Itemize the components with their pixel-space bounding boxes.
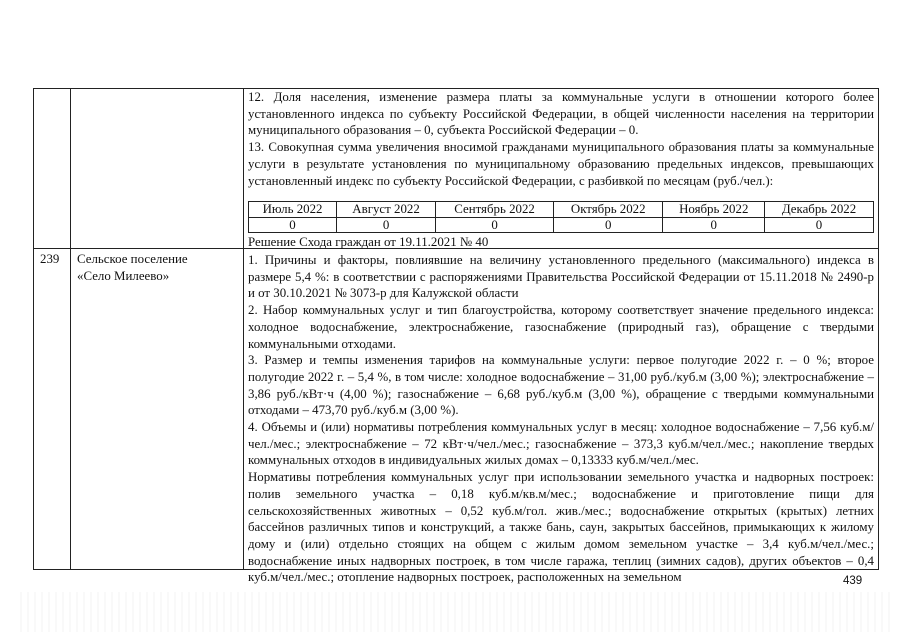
paragraph-13: 13. Совокупная сумма увеличения вносимой гражданами муниципального образования платы за коммунальные услуги в результате установления по муниципальному образованию предельных индексов, превышающих установленный индекс по субъекту Российской Федерации, с разбивкой по месяцам (руб./чел.): xyxy=(248,140,874,188)
month-header: Сентябрь 2022 xyxy=(436,202,554,218)
months-table xyxy=(248,201,874,233)
month-header: Август 2022 xyxy=(337,202,436,218)
settlement-name xyxy=(77,251,237,284)
month-value: 0 xyxy=(249,217,337,233)
row-number: 239 xyxy=(40,252,60,266)
month-value: 0 xyxy=(554,217,663,233)
page-number: 439 xyxy=(843,575,863,587)
scan-artifact xyxy=(20,592,890,632)
months-value-row xyxy=(249,217,874,233)
paragraph-3: 3. Размер и темпы изменения тарифов на коммунальные услуги: первое полугодие 2022 г. – 0 %; второе полугодие 2022 г. – 5,4 %, в том числе: холодное водоснабжение – 31,00 руб./куб.м (3,00 %); электроснабжение – 3,86 руб./кВт·ч (4,00 %); газоснабжение – 6,68 руб./куб.м (3,00 %), обращение с твердыми коммунальными отходами – 473,70 руб./куб.м (3,00 %). xyxy=(248,353,874,418)
paragraph-2: 2. Набор коммунальных услуг и тип благоустройства, которому соответствует значение предельного индекса: холодное водоснабжение, электроснабжение, газоснабжение (природный газ), обращение с твердыми коммунальными отходами. xyxy=(248,303,874,351)
row-content xyxy=(248,252,874,586)
column-divider xyxy=(243,89,244,569)
month-value: 0 xyxy=(436,217,554,233)
paragraph-4: 4. Объемы и (или) нормативы потребления коммунальных услуг в месяц: холодное водоснабжение – 7,56 куб.м/чел./мес.; электроснабжение – 72 кВт·ч/чел./мес.; газоснабжение – 373,3 куб.м/чел./мес.; накопление твердых коммунальных отходов в индивидуальных жилых домах – 0,13333 куб.м/чел./мес. xyxy=(248,420,874,468)
decision-line: Решение Схода граждан от 19.11.2021 № 40 xyxy=(248,235,489,249)
column-divider xyxy=(70,89,71,569)
paragraph-norms: Нормативы потребления коммунальных услуг при использовании земельного участка и надворных построек: полив земельного участка – 0,18 куб.м/кв.м/мес.; водоснабжение и приготовление пищи для сельскохозяйственных животных – 0,52 куб.м/гол. жив./мес.; водоснабжение открытых (крытых) летних бассейнов различных типов и конструкций, а также бань, саун, закрытых бассейнов, примыкающих к жилому дому и (или) отдельно стоящих на общем с жилым домом земельном участке – 3,4 куб.м/чел./мес.; водоснабжение иных надворных построек, в том числе гаража, теплиц (зимних садов), других объектов – 0,4 куб.м/чел./мес.; отопление надворных построек, расположенных на земельном xyxy=(248,470,874,585)
month-value: 0 xyxy=(337,217,436,233)
months-header-row xyxy=(249,202,874,218)
paragraph-12: 12. Доля населения, изменение размера платы за коммунальные услуги в отношении которого более установленного индекса по субъекту Российской Федерации, в общей численности населения на территории муниципального образования – 0, субъекта Российской Федерации – 0. xyxy=(248,90,874,138)
month-value: 0 xyxy=(663,217,765,233)
settlement-name-line1: Сельское поселение xyxy=(77,252,188,266)
month-value: 0 xyxy=(765,217,874,233)
month-header: Октябрь 2022 xyxy=(554,202,663,218)
month-header: Декабрь 2022 xyxy=(765,202,874,218)
month-header: Июль 2022 xyxy=(249,202,337,218)
month-header: Ноябрь 2022 xyxy=(663,202,765,218)
upper-content xyxy=(248,89,874,189)
settlement-name-line2: «Село Милеево» xyxy=(77,268,170,283)
paragraph-1: 1. Причины и факторы, повлиявшие на величину установленного предельного (максимального) индекса в размере 5,4 %: в соответствии с распоряжениями Правительства Российской Федерации от 15.11.2018 № 2490-р и от 30.10.2021 № 3073-р для Калужской области xyxy=(248,253,874,301)
